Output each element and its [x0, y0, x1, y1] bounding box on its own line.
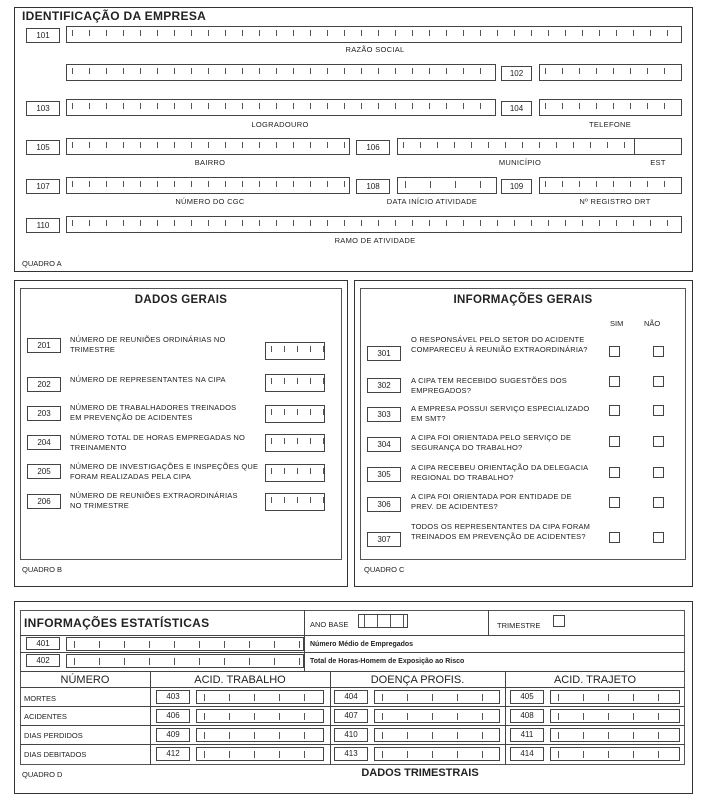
code-409: 409: [156, 728, 190, 742]
acidentes-acid-trabalho[interactable]: [196, 709, 324, 723]
answer-201[interactable]: [265, 342, 325, 360]
code-406: 406: [156, 709, 190, 723]
ramo-atividade-field[interactable]: [66, 216, 682, 233]
checkbox-305-sim[interactable]: [609, 467, 620, 478]
col-numero-header: NÚMERO: [60, 674, 110, 686]
nao-header: NÃO: [644, 319, 661, 328]
municipio-label: MUNICÍPIO: [498, 158, 542, 167]
razao-social-field[interactable]: [66, 26, 682, 43]
col-div-1: [150, 671, 151, 765]
checkbox-301-nao[interactable]: [653, 346, 664, 357]
question-202: NÚMERO DE REPRESENTANTES NA CIPA: [70, 375, 226, 384]
data-inicio-field[interactable]: [397, 177, 497, 194]
code-414: 414: [510, 747, 544, 761]
question-306: A CIPA FOI ORIENTADA POR ENTIDADE DE PREV. DE ACIDENTES?: [411, 492, 572, 511]
code-410: 410: [334, 728, 368, 742]
question-203: NÚMERO DE TRABALHADORES TREINADOS EM PREVENÇÃO DE ACIDENTES: [70, 403, 237, 422]
code-110: 110: [26, 218, 60, 233]
answer-204[interactable]: [265, 434, 325, 452]
code-104: 104: [501, 101, 532, 116]
bairro-label: BAIRRO: [194, 158, 226, 167]
question-201: NÚMERO DE REUNIÕES ORDINÁRIAS NO TRIMESTRE: [70, 335, 226, 354]
checkbox-307-nao[interactable]: [653, 532, 664, 543]
question-205: NÚMERO DE INVESTIGAÇÕES E INSPEÇÕES QUE FORAM REALIZADAS PELA CIPA: [70, 462, 259, 481]
logradouro-field[interactable]: [66, 99, 496, 116]
divider-v-3: [304, 635, 305, 672]
checkbox-306-sim[interactable]: [609, 497, 620, 508]
quadro-b-inner: [20, 288, 342, 560]
answer-203[interactable]: [265, 405, 325, 423]
code-107: 107: [26, 179, 60, 194]
code-201: 201: [27, 338, 61, 353]
bairro-field[interactable]: [66, 138, 350, 155]
acidentes-acid-trajeto[interactable]: [550, 709, 680, 723]
code-404: 404: [334, 690, 368, 704]
code-403: 403: [156, 690, 190, 704]
telefone-field-1[interactable]: [539, 64, 682, 81]
code-411: 411: [510, 728, 544, 742]
question-303: A EMPRESA POSSUI SERVIÇO ESPECIALIZADO EM SMT?: [411, 404, 590, 423]
code-202: 202: [27, 377, 61, 392]
code-105: 105: [26, 140, 60, 155]
code-206: 206: [27, 494, 61, 509]
question-307: TODOS OS REPRESENTANTES DA CIPA FORAM TREINADOS EM PREVENÇÃO DE ACIDENTES?: [411, 522, 591, 541]
row-div-3: [20, 744, 685, 745]
row-label-dias-debitados: DIAS DEBITADOS: [24, 750, 87, 759]
mortes-doenca[interactable]: [374, 690, 500, 704]
data-inicio-label: DATA INÍCIO ATIVIDADE: [386, 197, 478, 206]
logradouro-label: LOGRADOURO: [251, 120, 309, 129]
code-103: 103: [26, 101, 60, 116]
checkbox-304-nao[interactable]: [653, 436, 664, 447]
code-408: 408: [510, 709, 544, 723]
col-acid-trajeto-header: ACID. TRAJETO: [553, 674, 637, 686]
code-204: 204: [27, 435, 61, 450]
code-307: 307: [367, 532, 401, 547]
cgc-label: NÚMERO DO CGC: [175, 197, 245, 206]
municipio-field[interactable]: [397, 138, 635, 155]
quadro-c-title: INFORMAÇÕES GERAIS: [453, 294, 593, 306]
question-301: O RESPONSÁVEL PELO SETOR DO ACIDENTE COMPARECEU À REUNIÃO EXTRAORDINÁRIA?: [411, 335, 588, 354]
checkbox-301-sim[interactable]: [609, 346, 620, 357]
header-underline: [20, 687, 685, 688]
code-306: 306: [367, 497, 401, 512]
divider-v-2: [488, 610, 489, 635]
quadro-c-footer: QUADRO C: [364, 565, 405, 574]
total-horas-label: Total de Horas-Homem de Exposição ao Risco: [310, 658, 465, 665]
divider-h-3: [20, 671, 685, 672]
ramo-atividade-label: RAMO DE ATIVIDADE: [334, 236, 416, 245]
ano-base-field[interactable]: [358, 614, 408, 628]
code-302: 302: [367, 378, 401, 393]
est-field[interactable]: [634, 138, 682, 155]
quadro-d-title: INFORMAÇÕES ESTATÍSTICAS: [24, 616, 210, 630]
row-div-2: [20, 725, 685, 726]
trimestre-checkbox[interactable]: [553, 615, 565, 627]
col-div-3: [505, 671, 506, 765]
answer-202[interactable]: [265, 374, 325, 392]
telefone-field[interactable]: [539, 99, 682, 116]
question-302: A CIPA TEM RECEBIDO SUGESTÕES DOS EMPREGADOS?: [411, 376, 567, 395]
question-204: NÚMERO TOTAL DE HORAS EMPREGADAS NO TREINAMENTO: [70, 433, 246, 452]
row-div-1: [20, 706, 685, 707]
code-401: 401: [26, 637, 60, 650]
razao-social-label: RAZÃO SOCIAL: [345, 45, 405, 54]
dias-debitados-acid-trabalho[interactable]: [196, 747, 324, 761]
dados-trimestrais-title: DADOS TRIMESTRAIS: [361, 767, 479, 779]
code-301: 301: [367, 346, 401, 361]
code-402: 402: [26, 654, 60, 667]
code-303: 303: [367, 407, 401, 422]
checkbox-303-sim[interactable]: [609, 405, 620, 416]
col-acid-trabalho-header: ACID. TRABALHO: [194, 674, 286, 686]
answer-206[interactable]: [265, 493, 325, 511]
code-109: 109: [501, 179, 532, 194]
dias-debitados-acid-trajeto[interactable]: [550, 747, 680, 761]
acidentes-doenca[interactable]: [374, 709, 500, 723]
quadro-c-inner: [360, 288, 686, 560]
quadro-a-title: IDENTIFICAÇÃO DA EMPRESA: [22, 9, 207, 23]
quadro-b-title: DADOS GERAIS: [134, 294, 228, 306]
question-206: NÚMERO DE REUNIÕES EXTRAORDINÁRIAS NO TRIMESTRE: [70, 491, 238, 510]
code-305: 305: [367, 467, 401, 482]
quadro-a-footer: QUADRO A: [22, 259, 62, 268]
code-102: 102: [501, 66, 532, 81]
quadro-b-footer: QUADRO B: [22, 565, 63, 574]
row-label-dias-perdidos: DIAS PERDIDOS: [24, 731, 83, 740]
question-305: A CIPA RECEBEU ORIENTAÇÃO DA DELEGACIA REGIONAL DO TRABALHO?: [411, 463, 588, 482]
col-div-2: [330, 671, 331, 765]
code-405: 405: [510, 690, 544, 704]
divider-h-2: [20, 652, 685, 653]
mortes-acid-trabalho[interactable]: [196, 690, 324, 704]
total-horas-field[interactable]: [66, 654, 304, 668]
divider-v-1: [304, 610, 305, 635]
ano-base-label: ANO BASE: [310, 620, 349, 629]
checkbox-303-nao[interactable]: [653, 405, 664, 416]
checkbox-304-sim[interactable]: [609, 436, 620, 447]
checkbox-302-nao[interactable]: [653, 376, 664, 387]
code-203: 203: [27, 406, 61, 421]
checkbox-302-sim[interactable]: [609, 376, 620, 387]
checkbox-307-sim[interactable]: [609, 532, 620, 543]
code-205: 205: [27, 464, 61, 479]
dias-debitados-doenca[interactable]: [374, 747, 500, 761]
dias-perdidos-acid-trabalho[interactable]: [196, 728, 324, 742]
row-label-mortes: MORTES: [24, 694, 56, 703]
media-empregados-label: Número Médio de Empregados: [310, 641, 414, 648]
col-doenca-header: DOENÇA PROFIS.: [370, 674, 465, 686]
mortes-acid-trajeto[interactable]: [550, 690, 680, 704]
checkbox-306-nao[interactable]: [653, 497, 664, 508]
quadro-d-footer: QUADRO D: [22, 770, 63, 779]
row-label-acidentes: ACIDENTES: [24, 712, 67, 721]
trimestre-label: TRIMESTRE: [497, 621, 541, 630]
registro-drt-label: Nº REGISTRO DRT: [579, 197, 651, 206]
telefone-label: TELEFONE: [589, 120, 631, 129]
dias-perdidos-doenca[interactable]: [374, 728, 500, 742]
question-304: A CIPA FOI ORIENTADA PELO SERVIÇO DE SEGURANÇA DO TRABALHO?: [411, 433, 572, 452]
code-101: 101: [26, 28, 60, 43]
est-label: EST: [650, 158, 666, 167]
code-407: 407: [334, 709, 368, 723]
code-413: 413: [334, 747, 368, 761]
sim-header: SIM: [610, 319, 624, 328]
checkbox-305-nao[interactable]: [653, 467, 664, 478]
cgc-field[interactable]: [66, 177, 350, 194]
registro-drt-field[interactable]: [539, 177, 682, 194]
code-108: 108: [356, 179, 390, 194]
media-empregados-field[interactable]: [66, 637, 304, 651]
divider-h-1: [20, 635, 685, 636]
razao-social-field-2[interactable]: [66, 64, 496, 81]
code-412: 412: [156, 747, 190, 761]
code-304: 304: [367, 437, 401, 452]
dias-perdidos-acid-trajeto[interactable]: [550, 728, 680, 742]
code-106: 106: [356, 140, 390, 155]
answer-205[interactable]: [265, 464, 325, 482]
